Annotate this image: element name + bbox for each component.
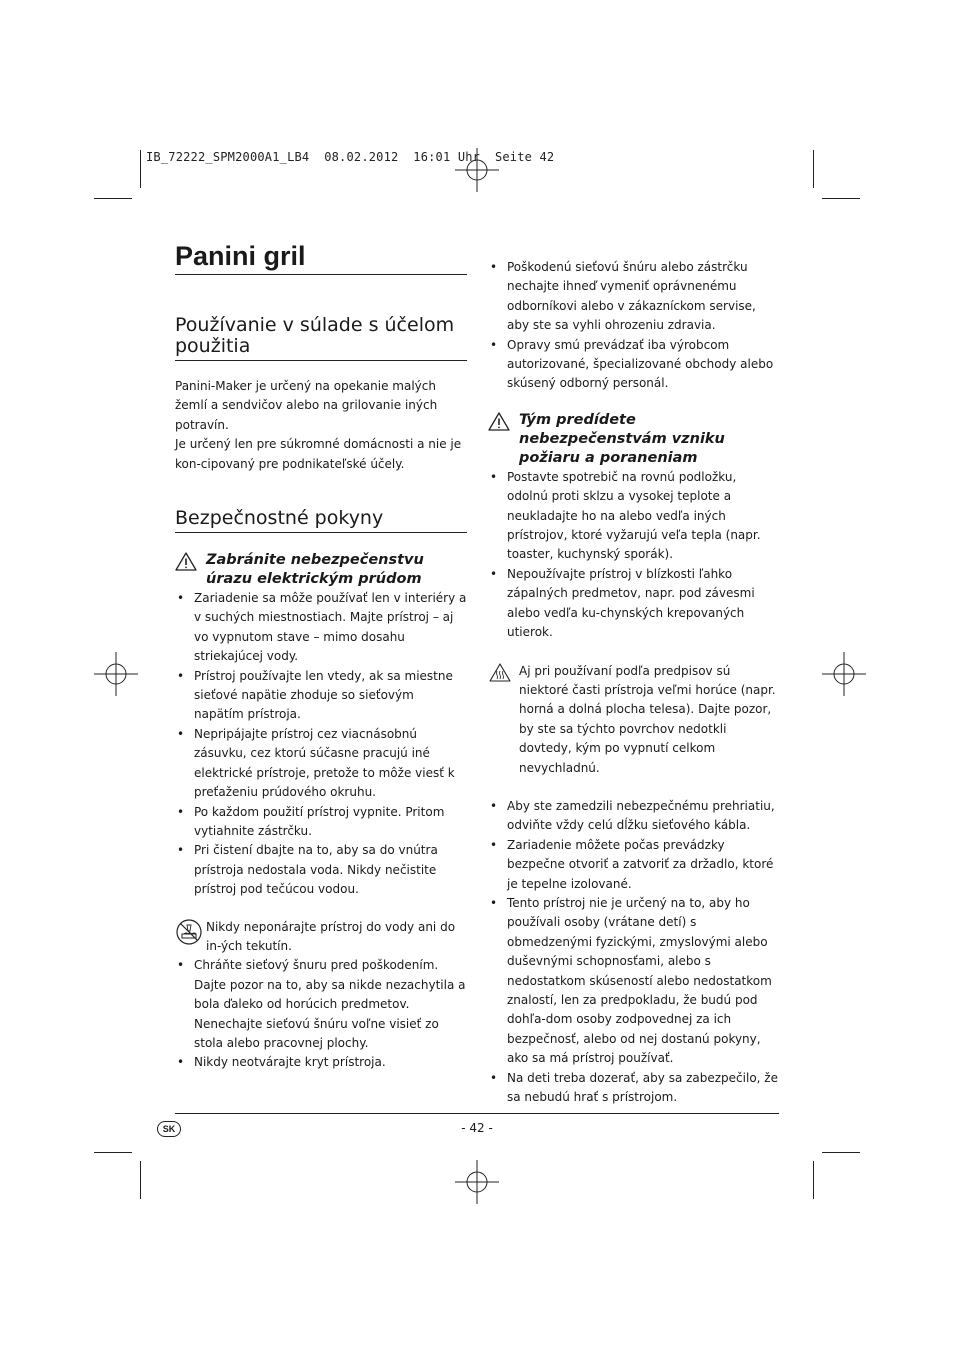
list-item: • Prístroj používajte len vtedy, ak sa miestne sieťové napätie zhoduje so sieťovým napätím prístroja. [175,667,467,725]
list-item: • Zariadenie sa môže používať len v interiéry a v suchých miestnostiach. Majte prístroj – aj vo vypnutom stave – mimo dosahu striekajúcej vody. [175,589,467,667]
crop-mark [94,198,132,199]
list-item: • Nepripájajte prístroj cez viacnásobnú zásuvku, cez ktorú súčasne pracujú iné elektrické prístroje, pretože to môže viesť k preťaženiu prúdového okruhu. [175,725,467,803]
right-column [488,258,780,1107]
paragraph: Je určený len pre súkromné domácnosti a nie je kon-cipovaný pre podnikateľské účely. [175,437,462,471]
cord-safety-list [175,956,467,1072]
print-slug: IB_72222_SPM2000A1_LB4 08.02.2012 16:01 Uhr Seite 42 [146,150,555,164]
water-immersion-note: Nikdy neponárajte prístroj do vody ani do in-ých tekutín. [175,918,467,957]
warning-triangle-icon [175,552,197,571]
list-item: • Poškodenú sieťovú šnúru alebo zástrčku nechajte ihneď vymeniť oprávnenému odborníkovi alebo v zákazníckom servise, aby ste sa vyhli ohrozeniu zdravia. [488,258,780,336]
crop-mark [813,150,814,188]
list-item: • Na deti treba dozerať, aby sa zabezpečilo, že sa nebudú hrať s prístrojom. [488,1069,780,1108]
page-title: Panini gril [175,238,467,275]
list-item: • Nepoužívajte prístroj v blízkosti ľahko zápalných predmetov, napr. pod závesmi alebo vedľa ku-chynských krepovaných utierok. [488,565,780,643]
hot-surface-warning-icon [489,663,511,682]
section-heading-intended-use: Používanie v súlade s účelom použitia [175,315,467,361]
crop-mark [140,1161,141,1199]
language-badge: SK [157,1121,181,1137]
registration-mark-icon [822,652,866,696]
no-water-immersion-icon [176,919,202,945]
list-item: • Po každom použití prístroj vypnite. Pritom vytiahnite zástrčku. [175,803,467,842]
list-item: • Pri čistení dbajte na to, aby sa do vnútra prístroja nedostala voda. Nikdy nečistite prístroj pod tečúcou vodou. [175,841,467,899]
list-item: • Postavte spotrebič na rovnú podložku, odolnú proti sklzu a vysokej teplote a neukladajte ho na alebo vedľa iných prístrojov, ktoré vyžarujú veľa tepla (napr. toaster, kuchynský sporák). [488,468,780,565]
registration-mark-icon [455,1160,499,1204]
list-item: • Nikdy neotvárajte kryt prístroja. [175,1053,467,1072]
crop-mark [94,1152,132,1153]
list-item: • Aby ste zamedzili nebezpečnému prehriatiu, odviňte vždy celú dĺžku sieťového kábla. [488,797,780,836]
list-item: • Chráňte sieťový šnuru pred poškodením. Dajte pozor na to, aby sa nikde nezachytila a bola ďaleko od horúcich predmetov. Nenechajte sieťovú šnúru voľne visieť zo stola alebo pracovnej plochy. [175,956,467,1053]
list-item: • Opravy smú prevádzať iba výrobcom autorizované, špecializované obchody alebo skúsený odborný personál. [488,336,780,394]
left-column [175,238,467,1073]
list-item: • Tento prístroj nie je určený na to, aby ho používali osoby (vrátane detí) s obmedzenými fyzickými, zmyslovými alebo duševnými schopnosťami, alebo s nedostatkom skúseností alebo nedostatkom znalostí, len za predpokladu, že budú pod dohľa-dom osoby zodpovednej za ich bezpečnosť, alebo od nej dostanú pokyny, ako sa má prístroj používať. [488,894,780,1069]
hot-surface-note: Aj pri používaní podľa predpisov sú niektoré časti prístroja veľmi horúce (napr. horná a dolná plocha telesa). Dajte pozor, by ste sa týchto povrchov nedotkli dovtedy, kým po vypnutí celkom nevychladnú. [488,662,780,778]
page-number: - 42 - [461,1121,493,1135]
registration-mark-icon [94,652,138,696]
paragraph: Panini-Maker je určený na opekanie malých žemlí a sendvičov alebo na grilovanie iných potravín. [175,379,438,432]
fire-safety-list [488,468,780,643]
footer-rule [175,1113,779,1114]
registration-mark-icon [455,148,499,192]
crop-mark [813,1161,814,1199]
general-safety-list [488,797,780,1108]
warning-heading-fire: Tým predídete nebezpečenstvám vzniku požiaru a poraneniam [488,411,780,468]
electric-safety-list [175,589,467,900]
crop-mark [822,198,860,199]
repair-list [488,258,780,394]
warning-heading-electric: Zabránite nebezpečenstvu úrazu elektrickým prúdom [175,551,467,589]
crop-mark [822,1152,860,1153]
section-heading-safety: Bezpečnostné pokyny [175,508,467,533]
list-item: • Zariadenie môžete počas prevádzky bezpečne otvoriť a zatvoriť za držadlo, ktoré je tepelne izolované. [488,836,780,894]
crop-mark [140,150,141,188]
warning-triangle-icon [488,412,510,431]
